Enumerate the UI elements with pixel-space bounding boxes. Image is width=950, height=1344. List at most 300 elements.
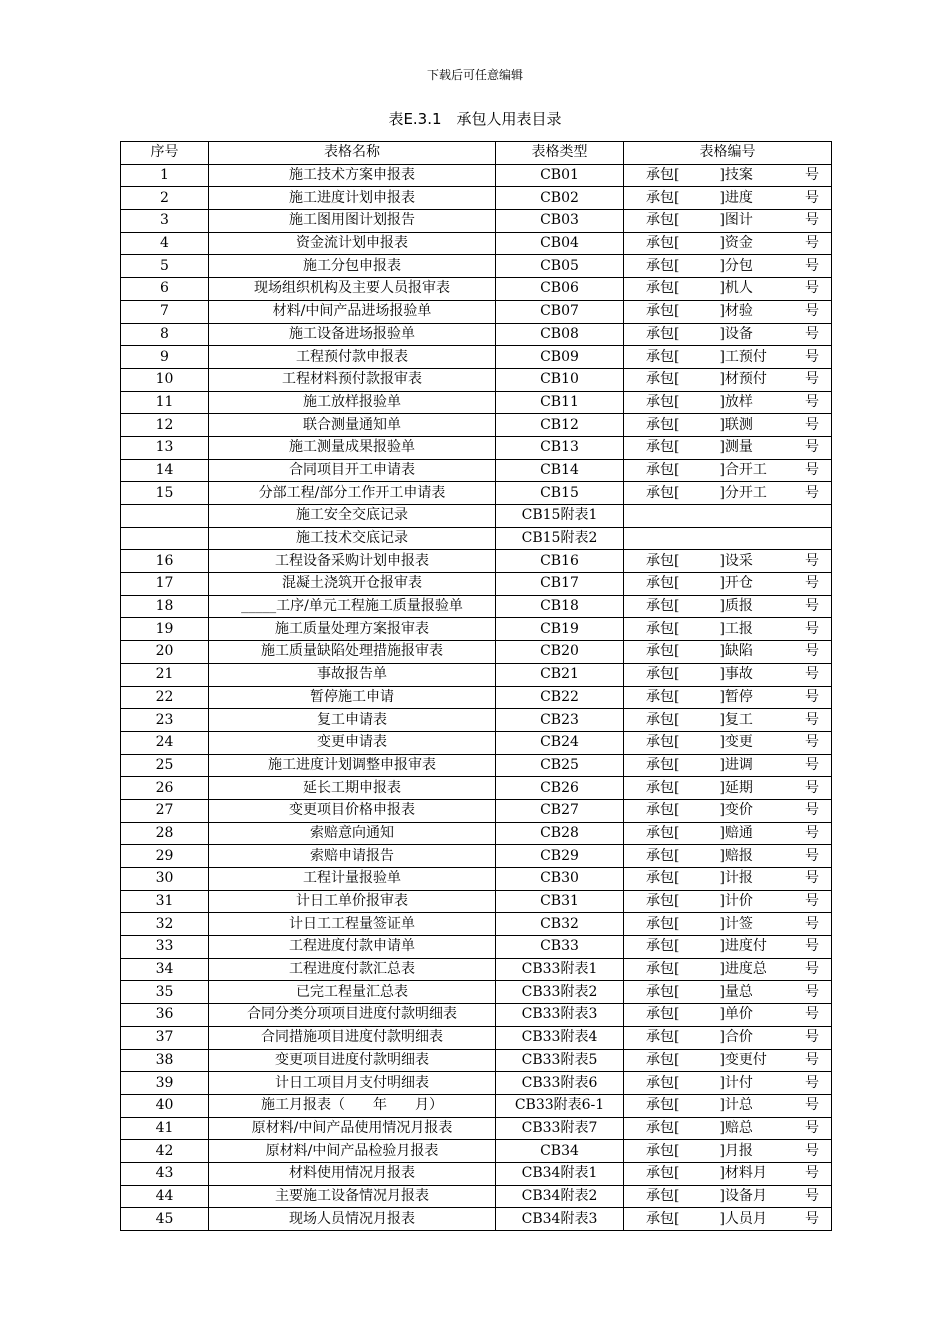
code-prefix: 承包[ [646, 484, 680, 501]
row-number: 12 [121, 414, 209, 437]
form-name: 施工月报表（ 年 月） [209, 1094, 496, 1117]
form-code [624, 1185, 832, 1208]
table-row [121, 709, 832, 732]
table-row [121, 754, 832, 777]
code-suffix: 号 [805, 1165, 819, 1182]
code-label: ]分包 [719, 257, 753, 274]
table-row [121, 368, 832, 391]
form-name: 现场组织机构及主要人员报审表 [209, 278, 496, 301]
form-type: CB33附表6 [496, 1072, 624, 1095]
column-header-name: 表格名称 [209, 142, 496, 165]
code-suffix: 号 [805, 461, 819, 478]
form-type: CB16 [496, 550, 624, 573]
document-title: 表E.3.1 承包人用表目录 [388, 110, 562, 128]
code-suffix: 号 [805, 824, 819, 841]
table-row [121, 618, 832, 641]
code-suffix: 号 [805, 1119, 819, 1136]
table-row [121, 482, 832, 505]
form-name: 施工质量缺陷处理措施报审表 [209, 641, 496, 664]
table-row [121, 868, 832, 891]
table-row [121, 573, 832, 596]
form-name: 材料/中间产品进场报验单 [209, 300, 496, 323]
row-number: 41 [121, 1117, 209, 1140]
row-number: 37 [121, 1026, 209, 1049]
code-label: ]进度付 [719, 938, 767, 955]
code-prefix: 承包[ [646, 915, 680, 932]
form-code [624, 1049, 832, 1072]
code-label: ]计报 [719, 870, 753, 887]
form-code [624, 1162, 832, 1185]
form-type: CB15附表1 [496, 505, 624, 528]
code-label: ]合价 [719, 1029, 753, 1046]
table-row [121, 414, 832, 437]
table-row [121, 505, 832, 528]
table-row [121, 1004, 832, 1027]
form-name: 原材料/中间产品检验月报表 [209, 1140, 496, 1163]
code-label: ]赔通 [719, 824, 753, 841]
code-label: ]合开工 [719, 461, 767, 478]
table-row [121, 595, 832, 618]
code-prefix: 承包[ [646, 371, 680, 388]
form-type: CB27 [496, 799, 624, 822]
form-name: 工程材料预付款报审表 [209, 368, 496, 391]
code-suffix: 号 [805, 734, 819, 751]
row-number: 1 [121, 164, 209, 187]
column-header-type: 表格类型 [496, 142, 624, 165]
code-prefix: 承包[ [646, 1165, 680, 1182]
form-code [624, 754, 832, 777]
form-name: 施工技术方案申报表 [209, 164, 496, 187]
code-suffix: 号 [805, 847, 819, 864]
code-prefix: 承包[ [646, 575, 680, 592]
form-name: 变更项目价格申报表 [209, 799, 496, 822]
form-name: 联合测量通知单 [209, 414, 496, 437]
code-suffix: 号 [805, 552, 819, 569]
code-suffix: 号 [805, 257, 819, 274]
code-label: ]分开工 [719, 484, 767, 501]
code-prefix: 承包[ [646, 598, 680, 615]
row-number [121, 527, 209, 550]
form-type: CB31 [496, 890, 624, 913]
code-label: ]事故 [719, 666, 753, 683]
table-row [121, 845, 832, 868]
form-code [624, 391, 832, 414]
code-suffix: 号 [805, 620, 819, 637]
row-number: 10 [121, 368, 209, 391]
code-prefix: 承包[ [646, 779, 680, 796]
form-type: CB17 [496, 573, 624, 596]
table-row [121, 323, 832, 346]
code-suffix: 号 [805, 371, 819, 388]
form-name: 施工进度计划调整申报审表 [209, 754, 496, 777]
table-row [121, 799, 832, 822]
form-type: CB34 [496, 1140, 624, 1163]
code-label: ]机人 [719, 280, 753, 297]
code-prefix: 承包[ [646, 1097, 680, 1114]
table-row [121, 436, 832, 459]
code-label: ]计签 [719, 915, 753, 932]
code-label: ]变更付 [719, 1051, 767, 1068]
code-suffix: 号 [805, 983, 819, 1000]
row-number: 34 [121, 958, 209, 981]
form-name: _____工序/单元工程施工质量报验单 [209, 595, 496, 618]
form-type: CB25 [496, 754, 624, 777]
form-type: CB15附表2 [496, 527, 624, 550]
form-name: 已完工程量汇总表 [209, 981, 496, 1004]
code-label: ]质报 [719, 598, 753, 615]
code-prefix: 承包[ [646, 257, 680, 274]
table-row [121, 391, 832, 414]
code-label: ]变更 [719, 734, 753, 751]
row-number: 17 [121, 573, 209, 596]
form-name: 暂停施工申请 [209, 686, 496, 709]
form-name: 主要施工设备情况月报表 [209, 1185, 496, 1208]
row-number: 35 [121, 981, 209, 1004]
code-label: ]人员月 [719, 1210, 767, 1227]
column-header-no: 序号 [121, 142, 209, 165]
code-label: ]工预付 [719, 348, 767, 365]
form-name: 施工技术交底记录 [209, 527, 496, 550]
row-number: 42 [121, 1140, 209, 1163]
form-code [624, 845, 832, 868]
form-type: CB07 [496, 300, 624, 323]
table-row [121, 459, 832, 482]
code-label: ]变价 [719, 802, 753, 819]
code-prefix: 承包[ [646, 824, 680, 841]
table-row [121, 686, 832, 709]
form-type: CB11 [496, 391, 624, 414]
form-name: 施工图用图计划报告 [209, 210, 496, 233]
code-prefix: 承包[ [646, 439, 680, 456]
form-code [624, 686, 832, 709]
code-label: ]图计 [719, 212, 753, 229]
row-number: 14 [121, 459, 209, 482]
form-name: 延长工期申报表 [209, 777, 496, 800]
form-type: CB30 [496, 868, 624, 891]
form-name: 现场人员情况月报表 [209, 1208, 496, 1231]
code-prefix: 承包[ [646, 348, 680, 365]
header-note: 下载后可任意编辑 [426, 68, 523, 82]
forms-table [120, 141, 832, 1231]
code-label: ]放样 [719, 393, 753, 410]
row-number: 13 [121, 436, 209, 459]
code-suffix: 号 [805, 711, 819, 728]
form-name: 资金流计划申报表 [209, 232, 496, 255]
form-name: 分部工程/部分工作开工申请表 [209, 482, 496, 505]
code-prefix: 承包[ [646, 893, 680, 910]
form-type: CB20 [496, 641, 624, 664]
form-code [624, 368, 832, 391]
code-label: ]设备月 [719, 1187, 767, 1204]
form-name: 合同分类分项项目进度付款明细表 [209, 1004, 496, 1027]
form-code [624, 981, 832, 1004]
row-number: 30 [121, 868, 209, 891]
column-header-code: 表格编号 [624, 142, 832, 165]
form-name: 变更申请表 [209, 731, 496, 754]
code-label: ]设采 [719, 552, 753, 569]
table-row [121, 164, 832, 187]
form-name: 工程进度付款汇总表 [209, 958, 496, 981]
form-type: CB22 [496, 686, 624, 709]
code-prefix: 承包[ [646, 212, 680, 229]
form-code [624, 210, 832, 233]
code-label: ]进度总 [719, 961, 767, 978]
row-number: 19 [121, 618, 209, 641]
form-type: CB13 [496, 436, 624, 459]
form-name: 复工申请表 [209, 709, 496, 732]
row-number: 44 [121, 1185, 209, 1208]
code-prefix: 承包[ [646, 734, 680, 751]
form-code [624, 641, 832, 664]
form-code [624, 346, 832, 369]
row-number: 43 [121, 1162, 209, 1185]
row-number: 7 [121, 300, 209, 323]
code-prefix: 承包[ [646, 1029, 680, 1046]
code-suffix: 号 [805, 280, 819, 297]
form-type: CB33附表3 [496, 1004, 624, 1027]
code-prefix: 承包[ [646, 325, 680, 342]
code-label: ]月报 [719, 1142, 753, 1159]
code-prefix: 承包[ [646, 1142, 680, 1159]
code-prefix: 承包[ [646, 870, 680, 887]
form-name: 索赔意向通知 [209, 822, 496, 845]
row-number: 5 [121, 255, 209, 278]
code-label: ]暂停 [719, 688, 753, 705]
code-prefix: 承包[ [646, 802, 680, 819]
form-name: 计日工工程量签证单 [209, 913, 496, 936]
form-type: CB01 [496, 164, 624, 187]
form-type: CB28 [496, 822, 624, 845]
code-prefix: 承包[ [646, 711, 680, 728]
form-code [624, 822, 832, 845]
form-code [624, 731, 832, 754]
table-row [121, 1094, 832, 1117]
form-code [624, 1117, 832, 1140]
form-code [624, 527, 832, 550]
code-prefix: 承包[ [646, 688, 680, 705]
row-number: 21 [121, 663, 209, 686]
form-name: 工程计量报验单 [209, 868, 496, 891]
form-name: 计日工单价报审表 [209, 890, 496, 913]
code-suffix: 号 [805, 893, 819, 910]
table-row [121, 890, 832, 913]
form-code [624, 255, 832, 278]
row-number: 6 [121, 278, 209, 301]
code-suffix: 号 [805, 1210, 819, 1227]
code-suffix: 号 [805, 348, 819, 365]
table-row [121, 777, 832, 800]
table-row [121, 731, 832, 754]
code-prefix: 承包[ [646, 938, 680, 955]
table-row [121, 255, 832, 278]
form-code [624, 164, 832, 187]
row-number: 2 [121, 187, 209, 210]
form-type: CB12 [496, 414, 624, 437]
table-row [121, 936, 832, 959]
code-label: ]工报 [719, 620, 753, 637]
row-number: 15 [121, 482, 209, 505]
code-prefix: 承包[ [646, 1119, 680, 1136]
form-type: CB06 [496, 278, 624, 301]
code-label: ]单价 [719, 1006, 753, 1023]
form-type: CB33附表6-1 [496, 1094, 624, 1117]
row-number: 39 [121, 1072, 209, 1095]
form-type: CB33 [496, 936, 624, 959]
code-suffix: 号 [805, 484, 819, 501]
form-code [624, 459, 832, 482]
form-code [624, 890, 832, 913]
table-row [121, 1026, 832, 1049]
form-code [624, 936, 832, 959]
form-code [624, 663, 832, 686]
row-number: 26 [121, 777, 209, 800]
form-type: CB04 [496, 232, 624, 255]
row-number: 27 [121, 799, 209, 822]
table-row [121, 1117, 832, 1140]
table-row [121, 210, 832, 233]
form-type: CB23 [496, 709, 624, 732]
code-prefix: 承包[ [646, 189, 680, 206]
form-code [624, 573, 832, 596]
table-row [121, 278, 832, 301]
row-number: 40 [121, 1094, 209, 1117]
table-row [121, 641, 832, 664]
row-number: 18 [121, 595, 209, 618]
table-row [121, 527, 832, 550]
code-prefix: 承包[ [646, 847, 680, 864]
code-prefix: 承包[ [646, 1006, 680, 1023]
code-label: ]材料月 [719, 1165, 767, 1182]
form-code [624, 618, 832, 641]
code-suffix: 号 [805, 643, 819, 660]
form-code [624, 868, 832, 891]
code-prefix: 承包[ [646, 620, 680, 637]
form-type: CB05 [496, 255, 624, 278]
row-number: 8 [121, 323, 209, 346]
form-type: CB09 [496, 346, 624, 369]
code-prefix: 承包[ [646, 1051, 680, 1068]
row-number [121, 505, 209, 528]
code-label: ]资金 [719, 235, 753, 252]
form-code [624, 1208, 832, 1231]
form-code [624, 1026, 832, 1049]
form-type: CB24 [496, 731, 624, 754]
form-code [624, 300, 832, 323]
code-suffix: 号 [805, 1074, 819, 1091]
form-name: 工程预付款申报表 [209, 346, 496, 369]
table-row [121, 1208, 832, 1231]
form-code [624, 436, 832, 459]
code-suffix: 号 [805, 1029, 819, 1046]
form-code [624, 1004, 832, 1027]
form-code [624, 595, 832, 618]
table-row [121, 1185, 832, 1208]
code-label: ]技案 [719, 167, 753, 184]
code-label: ]赔总 [719, 1119, 753, 1136]
form-type: CB15 [496, 482, 624, 505]
form-name: 混凝土浇筑开仓报审表 [209, 573, 496, 596]
form-type: CB26 [496, 777, 624, 800]
row-number: 29 [121, 845, 209, 868]
form-type: CB33附表1 [496, 958, 624, 981]
code-suffix: 号 [805, 212, 819, 229]
form-name: 施工质量处理方案报审表 [209, 618, 496, 641]
code-prefix: 承包[ [646, 393, 680, 410]
table-row [121, 1072, 832, 1095]
code-suffix: 号 [805, 439, 819, 456]
code-prefix: 承包[ [646, 1210, 680, 1227]
form-code [624, 550, 832, 573]
code-prefix: 承包[ [646, 983, 680, 1000]
row-number: 16 [121, 550, 209, 573]
form-name: 施工设备进场报验单 [209, 323, 496, 346]
code-prefix: 承包[ [646, 303, 680, 320]
form-type: CB34附表3 [496, 1208, 624, 1231]
code-suffix: 号 [805, 189, 819, 206]
code-prefix: 承包[ [646, 1187, 680, 1204]
form-code [624, 958, 832, 981]
row-number: 20 [121, 641, 209, 664]
code-suffix: 号 [805, 1187, 819, 1204]
code-prefix: 承包[ [646, 961, 680, 978]
row-number: 3 [121, 210, 209, 233]
code-label: ]赔报 [719, 847, 753, 864]
code-suffix: 号 [805, 303, 819, 320]
code-suffix: 号 [805, 688, 819, 705]
form-name: 施工安全交底记录 [209, 505, 496, 528]
code-suffix: 号 [805, 167, 819, 184]
form-name: 工程进度付款申请单 [209, 936, 496, 959]
form-code [624, 278, 832, 301]
row-number: 33 [121, 936, 209, 959]
code-prefix: 承包[ [646, 1074, 680, 1091]
form-type: CB33附表5 [496, 1049, 624, 1072]
form-type: CB32 [496, 913, 624, 936]
code-label: ]延期 [719, 779, 753, 796]
form-code [624, 1072, 832, 1095]
table-row [121, 187, 832, 210]
code-label: ]进度 [719, 189, 753, 206]
code-suffix: 号 [805, 393, 819, 410]
code-suffix: 号 [805, 1097, 819, 1114]
row-number: 32 [121, 913, 209, 936]
code-suffix: 号 [805, 870, 819, 887]
code-prefix: 承包[ [646, 643, 680, 660]
code-prefix: 承包[ [646, 552, 680, 569]
form-code [624, 913, 832, 936]
form-name: 施工进度计划申报表 [209, 187, 496, 210]
table-row [121, 822, 832, 845]
code-label: ]测量 [719, 439, 753, 456]
form-name: 合同项目开工申请表 [209, 459, 496, 482]
form-name: 变更项目进度付款明细表 [209, 1049, 496, 1072]
code-prefix: 承包[ [646, 280, 680, 297]
form-name: 材料使用情况月报表 [209, 1162, 496, 1185]
code-prefix: 承包[ [646, 756, 680, 773]
form-name: 施工分包申报表 [209, 255, 496, 278]
code-suffix: 号 [805, 235, 819, 252]
form-type: CB34附表1 [496, 1162, 624, 1185]
form-code [624, 709, 832, 732]
code-prefix: 承包[ [646, 416, 680, 433]
code-suffix: 号 [805, 666, 819, 683]
form-code [624, 482, 832, 505]
row-number: 31 [121, 890, 209, 913]
code-label: ]材验 [719, 303, 753, 320]
table-row [121, 550, 832, 573]
code-label: ]复工 [719, 711, 753, 728]
form-type: CB10 [496, 368, 624, 391]
